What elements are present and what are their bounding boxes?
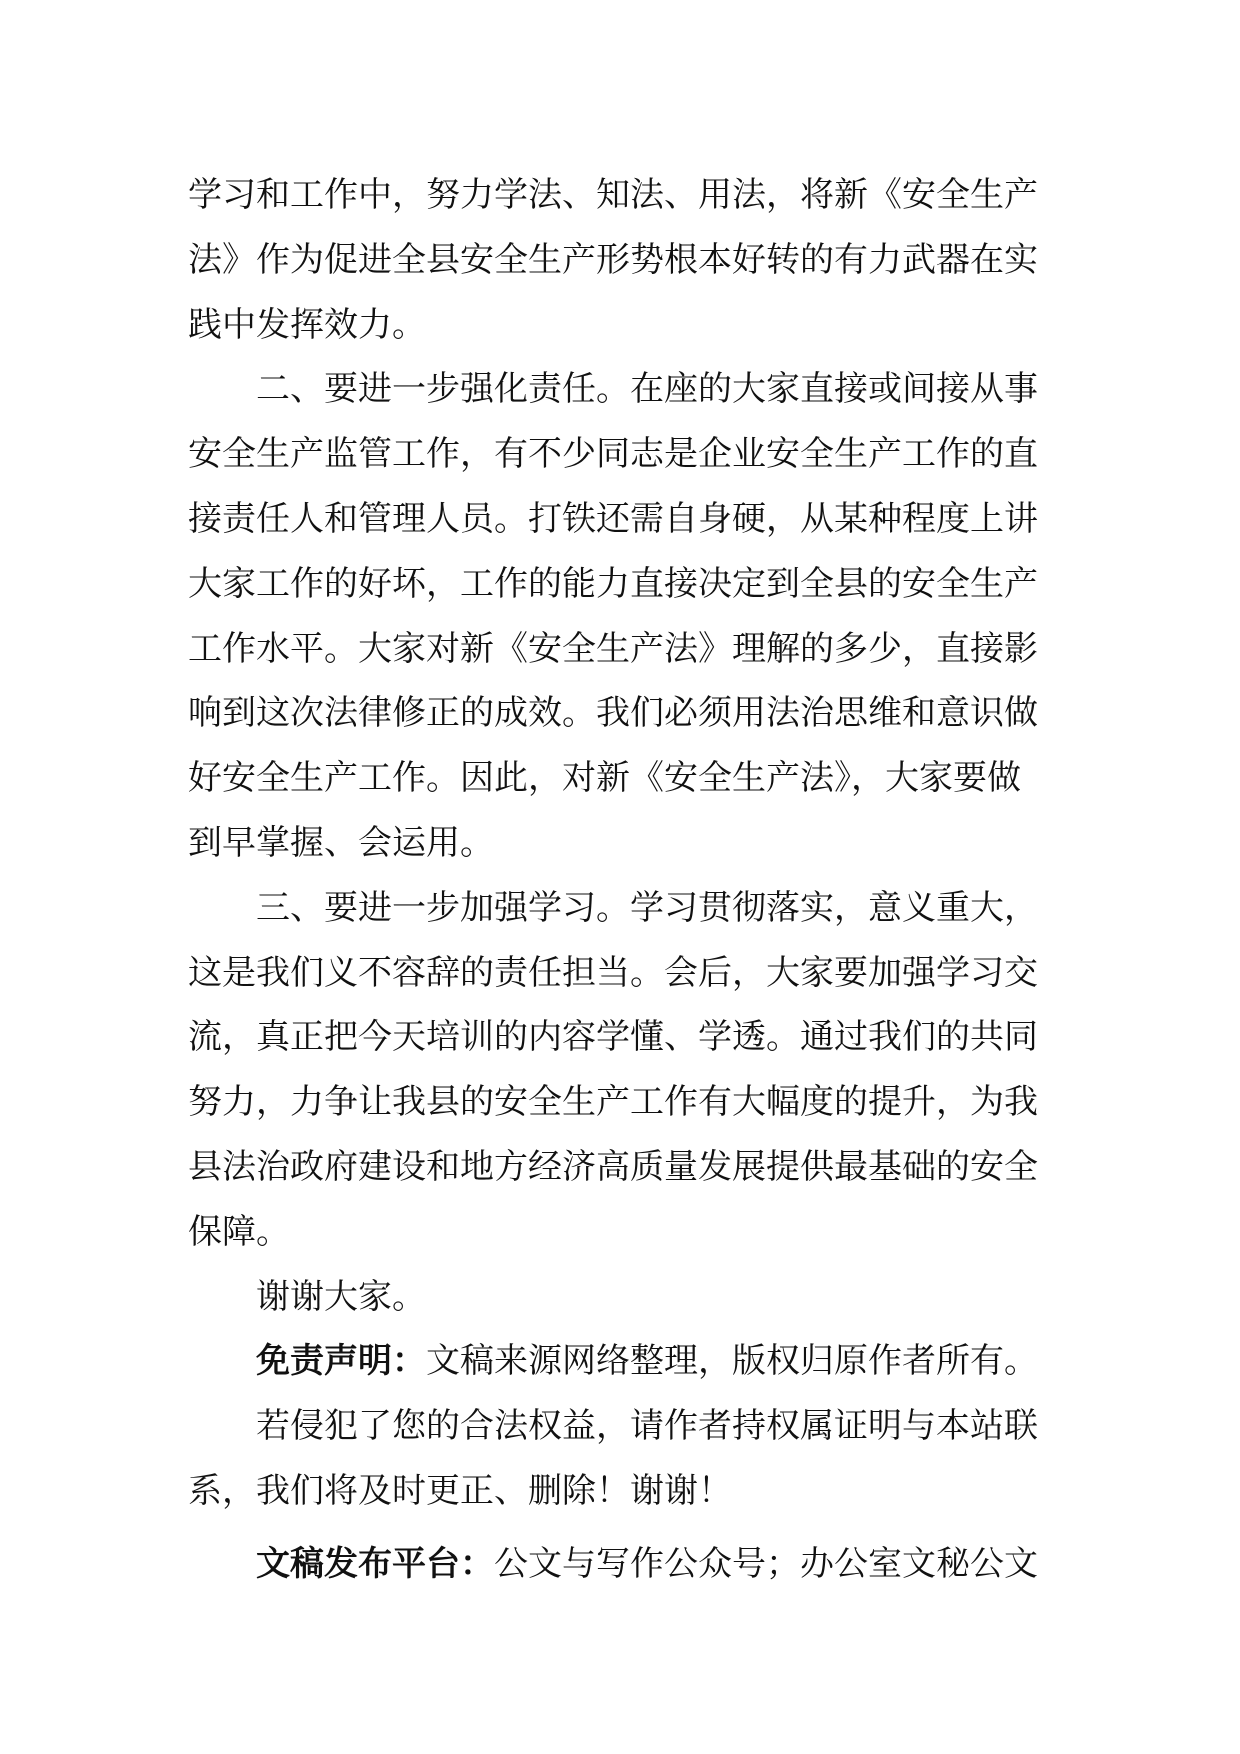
platform-text: 公文与写作公众号；办公室文秘公文 [494,1543,1038,1584]
paragraph-line: 工作水平。大家对新《安全生产法》理解的多少，直接影 [188,628,1038,669]
paragraph-line: 流，真正把今天培训的内容学懂、学透。通过我们的共同 [188,1017,1038,1058]
paragraph-line: 践中发挥效力。 [188,304,426,345]
platform-line [188,1532,1058,1597]
paragraph-line: 保障。 [188,1211,290,1252]
document-page [188,163,1058,1597]
paragraph-line: 二、要进一步强化责任。在座的大家直接或间接从事 [256,369,1038,410]
paragraph-line: 努力，力争让我县的安全生产工作有大幅度的提升，为我 [188,1082,1038,1123]
disclaimer-line [188,1329,1058,1394]
paragraph-line: 法》作为促进全县安全生产形势根本好转的有力武器在实 [188,239,1038,280]
infringement-line: 若侵犯了您的合法权益，请作者持权属证明与本站联 [256,1406,1038,1447]
disclaimer-text: 文稿来源网络整理，版权归原作者所有。 [426,1341,1038,1382]
disclaimer-label: 免责声明： [256,1341,426,1382]
platform-label: 文稿发布平台： [256,1543,494,1584]
paragraph-line: 县法治政府建设和地方经济高质量发展提供最基础的安全 [188,1146,1038,1187]
paragraph-line: 接责任人和管理人员。打铁还需自身硬，从某种程度上讲 [188,498,1038,539]
paragraph-line: 大家工作的好坏，工作的能力直接决定到全县的安全生产 [188,563,1038,604]
paragraph-line: 谢谢大家。 [256,1276,426,1317]
paragraph-line: 到早掌握、会运用。 [188,822,494,863]
paragraph-line: 好安全生产工作。因此，对新《安全生产法》，大家要做 [188,758,1021,799]
paragraph-line: 这是我们义不容辞的责任担当。会后，大家要加强学习交 [188,952,1038,993]
paragraph-line: 学习和工作中，努力学法、知法、用法，将新《安全生产 [188,175,1038,215]
paragraph-line: 安全生产监管工作，有不少同志是企业安全生产工作的直 [188,434,1038,475]
infringement-line: 系，我们将及时更正、删除！谢谢！ [188,1470,732,1511]
paragraph-line: 三、要进一步加强学习。学习贯彻落实，意义重大， [256,887,1038,928]
paragraph-line: 响到这次法律修正的成效。我们必须用法治思维和意识做 [188,693,1038,734]
